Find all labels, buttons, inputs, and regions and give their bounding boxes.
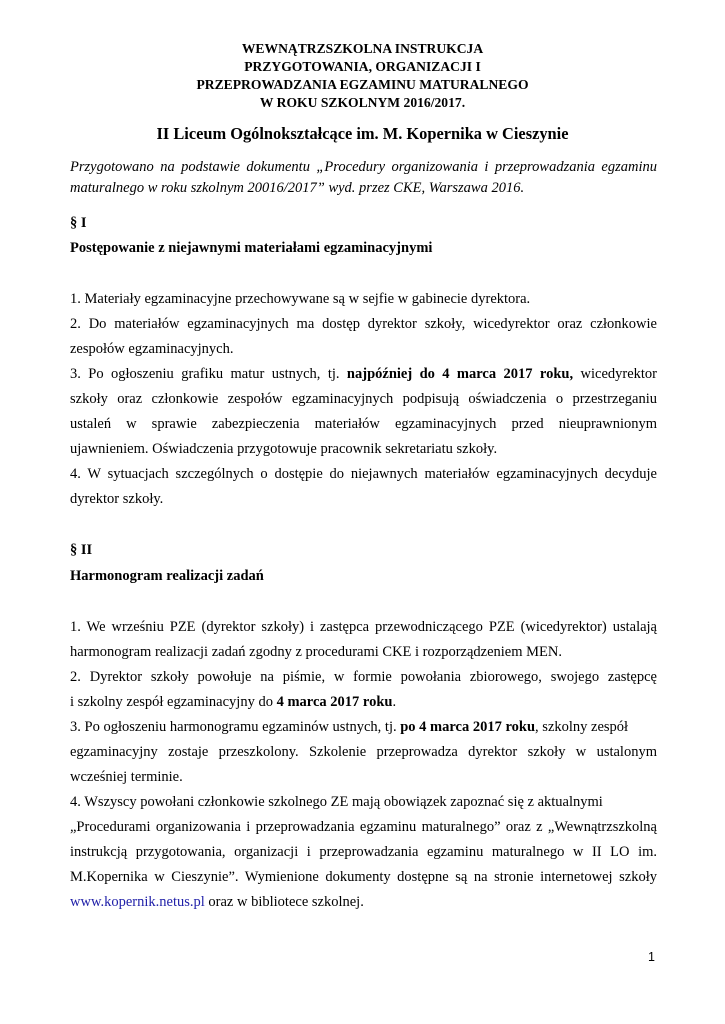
paragraph-line (70, 365, 657, 383)
title-line: W ROKU SZKOLNYM 2016/2017. (259, 95, 466, 110)
paragraph-line: 1. Materiały egzaminacyjne przechowywane są w sejfie w gabinecie dyrektora. (70, 291, 531, 307)
bold-date: 4 marca 2017 roku (276, 694, 393, 710)
paragraph-line: „Procedurami organizowania i przeprowadzania egzaminu maturalnego” oraz z „Wewnątrzszkolną (70, 819, 657, 835)
school-name: II Liceum Ogólnokształcące im. M. Kopernika w Cieszynie (156, 124, 569, 143)
paragraph-line: M.Kopernika w Cieszynie”. Wymienione dokumenty dostępne są na stronie internetowej szkoły (70, 869, 657, 885)
paragraph-line: ustaleń w sprawie zabezpieczenia materiałów egzaminacyjnych przed nieuprawnionym (70, 416, 657, 432)
paragraph-line (70, 893, 364, 911)
section-1-heading: Postępowanie z niejawnymi materiałami egzaminacyjnymi (70, 240, 433, 256)
intro-note: Przygotowano na podstawie dokumentu „Procedury organizowania i przeprowadzania egzaminu maturalnego w roku szkolnym 20016/2017” wyd. przez CKE, Warszawa 2016. (70, 159, 657, 196)
text-run: wicedyrektor (580, 366, 658, 382)
paragraph-line: harmonogram realizacji zadań zgodny z procedurami CKE i rozporządzeniem MEN. (70, 644, 562, 660)
section-2-mark: § II (70, 542, 93, 558)
bold-date: po 4 marca 2017 roku (400, 719, 536, 735)
section-1-mark: § I (70, 215, 87, 231)
document-title (0, 40, 725, 112)
text-run: i szkolny zespół egzaminacyjny do (70, 694, 273, 710)
paragraph-line: 2. Do materiałów egzaminacyjnych ma dostęp dyrektor szkoły, wicedyrektor oraz członkowie (70, 316, 657, 332)
text-run: . (392, 694, 397, 710)
text-run: 3. Po ogłoszeniu harmonogramu egzaminów ustnych, tj. (70, 719, 397, 735)
paragraph-line: instrukcją przygotowania, organizacji i przeprowadzania egzaminu maturalnego w II LO im. (70, 844, 657, 860)
school-website-link[interactable]: www.kopernik.netus.pl (70, 894, 205, 910)
text-run: oraz w bibliotece szkolnej. (204, 894, 364, 910)
paragraph-line: wcześniej terminie. (70, 769, 183, 785)
text-run: , szkolny zespół (535, 719, 629, 735)
paragraph-line: 1. We wrześniu PZE (dyrektor szkoły) i zastępca przewodniczącego PZE (wicedyrektor) ustalają (70, 619, 657, 635)
paragraph-line: 4. Wszyscy powołani członkowie szkolnego ZE mają obowiązek zapoznać się z aktualnymi (70, 794, 603, 810)
paragraph-line (70, 718, 628, 736)
paragraph-line (70, 693, 396, 711)
paragraph-line: dyrektor szkoły. (70, 491, 164, 507)
paragraph-line: ujawnieniem. Oświadczenia przygotowuje pracownik sekretariatu szkoły. (70, 441, 498, 457)
text-run: 3. Po ogłoszeniu grafiku matur ustnych, tj. (70, 366, 340, 382)
bold-date: najpóźniej do 4 marca 2017 roku, (346, 366, 574, 382)
page-number: 1 (648, 950, 655, 964)
title-line: WEWNĄTRZSZKOLNA INSTRUKCJA (241, 41, 484, 56)
section-2-heading: Harmonogram realizacji zadań (70, 568, 264, 584)
paragraph-line: szkoły oraz członkowie zespołów egzaminacyjnych podpisują oświadczenia o przestrzeganiu (70, 391, 657, 407)
title-line: PRZEPROWADZANIA EGZAMINU MATURALNEGO (196, 77, 529, 92)
paragraph-line: egzaminacyjny zostaje przeszkolony. Szkolenie przeprowadza dyrektor szkoły w ustalonym (70, 744, 657, 760)
paragraph-line: 4. W sytuacjach szczególnych o dostępie do niejawnych materiałów egzaminacyjnych decyduje (70, 466, 657, 482)
paragraph-line: zespołów egzaminacyjnych. (70, 341, 234, 357)
paragraph-line: 2. Dyrektor szkoły powołuje na piśmie, w formie powołania zbiorowego, swojego zastępcę (70, 669, 657, 685)
title-line: PRZYGOTOWANIA, ORGANIZACJI I (244, 59, 481, 74)
